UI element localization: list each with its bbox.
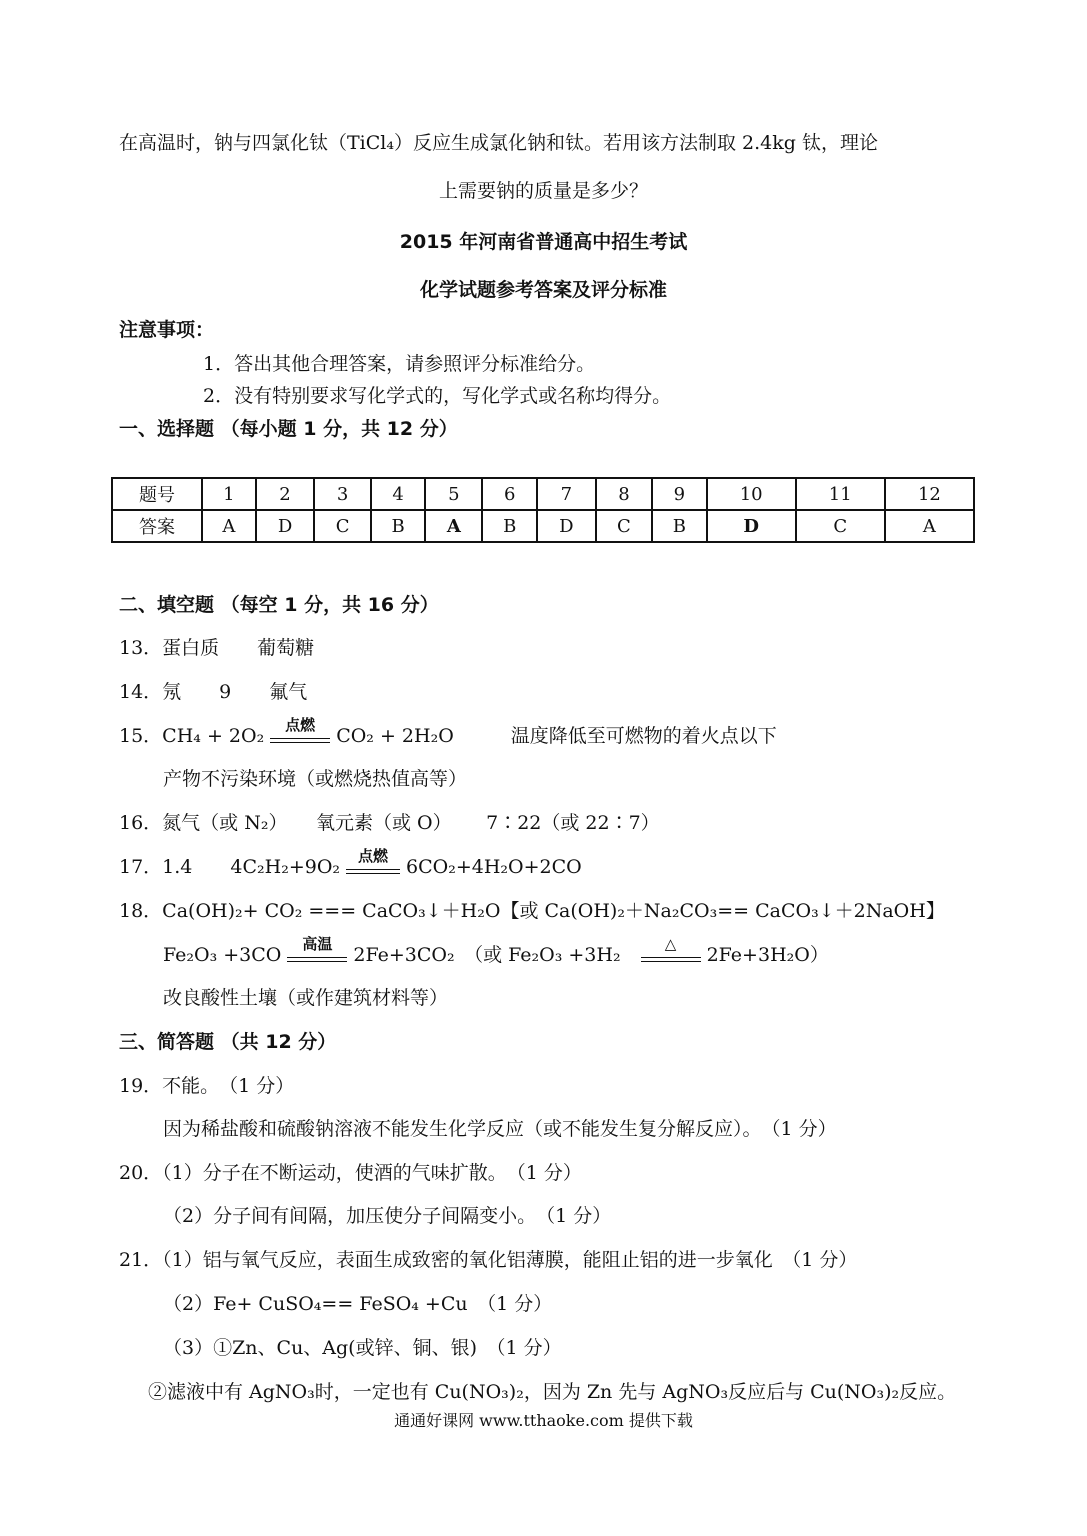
note-item-1: 1．答出其他合理答案，请参照评分标准给分。: [203, 353, 596, 375]
table-cell-number: 2: [256, 478, 315, 510]
reaction-arrow: [287, 934, 347, 962]
answer-15-reactants: 15．CH₄ + 2O₂: [119, 725, 265, 747]
table-cell-answer: B: [482, 510, 536, 542]
answer-18-reactants: Fe₂O₃ +3CO: [163, 944, 282, 966]
table-cell-number: 8: [596, 478, 652, 510]
table-cell-number: 4: [371, 478, 425, 510]
answer-17-reactants: 17．1.4 4C₂H₂+9O₂: [119, 856, 341, 878]
table-row-numbers: [112, 478, 974, 510]
answer-21-line-1: 21．（1）铝与氧气反应，表面生成致密的氧化铝薄膜，能阻止铝的进一步氧化 （1 分）: [119, 1249, 858, 1271]
page-footer: 通通好课网 www.tthaoke.com 提供下载: [394, 1411, 693, 1430]
answer-18-products: 2Fe+3H₂O）: [706, 944, 829, 966]
reaction-condition: 点燃: [358, 846, 389, 865]
answer-19-line-2: 因为稀盐酸和硫酸钠溶液不能发生化学反应（或不能发生复分解反应）。 （1 分）: [163, 1118, 837, 1140]
table-cell-number: 12: [885, 478, 974, 510]
answer-16: 16．氮气（或 N₂） 氧元素（或 O） 7∶22（或 22∶7）: [119, 812, 660, 834]
answer-17-products: 6CO₂+4H₂O+2CO: [406, 856, 582, 878]
table-cell-answer: A: [202, 510, 256, 542]
answer-18-line-3: 改良酸性土壤（或作建筑材料等）: [163, 987, 449, 1009]
notes-heading: 注意事项：: [119, 319, 215, 341]
answer-20-line-2: （2）分子间有间隔，加压使分子间隔变小。 （1 分）: [163, 1205, 612, 1227]
answer-15-equation: [119, 715, 777, 749]
table-cell-answer: C: [314, 510, 370, 542]
intro-line-1: 在高温时，钠与四氯化钛（TiCl₄）反应生成氯化钠和钛。若用该方法制取 2.4kg 钛，理论: [119, 132, 878, 154]
table-cell-answer: A: [885, 510, 974, 542]
section-1-heading: 一、选择题 （每小题 1 分，共 12 分）: [119, 418, 458, 440]
table-cell-answer: B: [371, 510, 425, 542]
reaction-arrow: [641, 934, 701, 962]
equals-sign: [270, 738, 330, 743]
table-cell-number: 10: [707, 478, 796, 510]
reaction-arrow: [346, 846, 400, 874]
intro-line-2: 上需要钠的质量是多少？: [438, 180, 648, 202]
exam-title: 2015 年河南省普通高中招生考试: [399, 231, 688, 253]
table-cell-number: 11: [796, 478, 885, 510]
equals-sign: [346, 869, 400, 874]
table-cell-number: 6: [482, 478, 536, 510]
answer-15-products: CO₂ + 2H₂O 温度降低至可燃物的着火点以下: [336, 725, 777, 747]
table-cell-number: 7: [537, 478, 596, 510]
table-row-answers: [112, 510, 974, 542]
reaction-arrow: [270, 715, 330, 743]
answer-18-line-2: [163, 934, 829, 968]
table-header-number: 题号: [112, 478, 202, 510]
table-cell-answer: C: [596, 510, 652, 542]
equals-sign: [287, 957, 347, 962]
answer-21-line-3: （3）①Zn、Cu、Ag(或锌、铜、银) （1 分）: [163, 1337, 562, 1359]
reaction-condition: △: [664, 934, 677, 953]
section-3-heading: 三、简答题 （共 12 分）: [119, 1031, 337, 1053]
table-cell-answer: D: [256, 510, 315, 542]
table-cell-answer: A: [425, 510, 482, 542]
table-cell-number: 5: [425, 478, 482, 510]
section-2-heading: 二、填空题 （每空 1 分，共 16 分）: [119, 594, 439, 616]
equals-sign: [641, 957, 701, 962]
answer-17-equation: [119, 846, 582, 880]
table-cell-answer: D: [707, 510, 796, 542]
table-cell-answer: D: [537, 510, 596, 542]
answer-20-line-1: 20．（1）分子在不断运动，使酒的气味扩散。 （1 分）: [119, 1162, 582, 1184]
answer-table: [111, 477, 975, 543]
answer-21-line-4: ②滤液中有 AgNO₃时，一定也有 Cu(NO₃)₂，因为 Zn 先与 AgNO₃反应后与 Cu(NO₃)₂反应。: [148, 1381, 957, 1403]
note-item-2: 2．没有特别要求写化学式的，写化学式或名称均得分。: [203, 385, 672, 407]
table-header-answer: 答案: [112, 510, 202, 542]
reaction-condition: 点燃: [285, 715, 316, 734]
exam-subtitle: 化学试题参考答案及评分标准: [419, 279, 667, 301]
table-cell-number: 3: [314, 478, 370, 510]
answer-21-line-2: （2）Fe+ CuSO₄== FeSO₄ +Cu （1 分）: [163, 1293, 553, 1315]
answer-14: 14．氖 9 氟气: [119, 681, 308, 703]
reaction-condition: 高温: [302, 934, 333, 953]
answer-19-line-1: 19．不能。 （1 分）: [119, 1075, 295, 1097]
table-cell-number: 9: [652, 478, 706, 510]
answer-18-line-1: 18．Ca(OH)₂+ CO₂ === CaCO₃↓＋H₂O【或 Ca(OH)₂＋Na₂CO₃== CaCO₃↓＋2NaOH】: [119, 900, 945, 922]
table-cell-answer: C: [796, 510, 885, 542]
answer-13: 13．蛋白质 葡萄糖: [119, 637, 315, 659]
answer-18-middle: 2Fe+3CO₂ （或 Fe₂O₃ +3H₂: [353, 944, 621, 966]
table-cell-answer: B: [652, 510, 706, 542]
table-cell-number: 1: [202, 478, 256, 510]
answer-15-note: 产物不污染环境（或燃烧热值高等）: [163, 768, 468, 790]
